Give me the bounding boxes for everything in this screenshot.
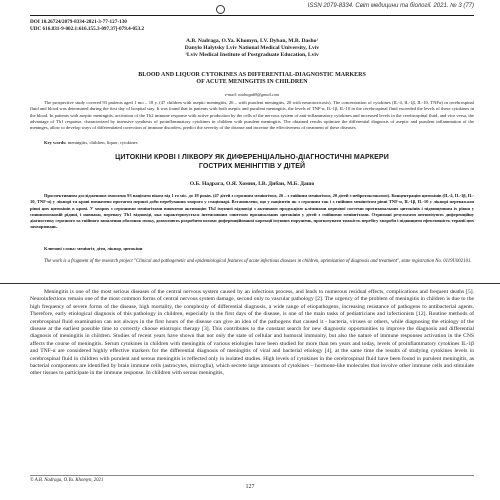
doi-line: DOI 10.26724/2079-8334-2021-3-77-127-130 bbox=[30, 19, 127, 25]
journal-header: ISSN 2079-8334. Світ медицини та біології. 2021. № 3 (77) bbox=[307, 3, 474, 9]
keywords-ua: Ключові слова: менінгіт, діти, ліквор, цитокіни bbox=[44, 246, 143, 251]
journal-logo-icon bbox=[216, 5, 225, 14]
authors-en-affil2: ¹Lviv Medical Institute of Postgraduate Education, Lviv bbox=[185, 52, 319, 58]
title-en-line2: OF ACUTE MENINGITIS IN CHILDREN bbox=[196, 79, 308, 86]
page-number: 127 bbox=[245, 484, 255, 490]
abstract-en: The prospective study covered 93 patients aged 1 mo – 18 y. (47 children with aseptic meningitis, 26 – with purulent meningitis, 20 with neurotoxicosis). The concentration of cytokines (IL-4, IL-1β, IL-10, TNFα) in cerebrospinal fluid and blood was determined during the first day of hospital stay. It was found that in patients with both aseptic and purulent meningitis, the levels of TNF-α, IL-1β, IL-10 in the cerebrospinal fluid exceeded the levels of these cytokines in the blood. In patients with aseptic meningitis, activation of the Th2 immune response with active production by the cells of the nervous system of anti-inflammatory cytokines and increased levels in the cerebrospinal fluid, and vice versa, the advantage of Th1 response, characterized by intensive synthesis of proinflammatory cytokines in children with purulent meningitis. The obtained results optimize the differential diagnosis of aseptic and purulent inflammation of the meninges, allow to develop ways of differentiated correction of immune disorders, predict the severity of the disease and increase the effectiveness of treatment of these diseases. bbox=[30, 100, 474, 131]
email-link[interactable]: e-mail: nadraga69@gmail.com bbox=[224, 92, 280, 97]
title-en bbox=[30, 72, 474, 87]
title-ua-line2: ГОСТРИХ МЕНІНГІТІВ У ДІТЕЙ bbox=[198, 163, 306, 170]
title-ua bbox=[30, 153, 474, 171]
project-note: The work is a fragment of the research project "Clinical and pathogenetic and epidemiological features of acute infectious diseases in children, optimization of diagnosis and treatment", state registration No. 0119U002101. bbox=[44, 259, 472, 264]
keywords-en-label: Key words: bbox=[44, 140, 67, 145]
authors-en-names: A.B. Nadraga, O.Ya. Khomyn, I.V. Dyban, M.B. Dasho¹ bbox=[185, 38, 319, 44]
section-divider bbox=[0, 283, 500, 284]
copyright: © A.B. Nadraga, O.Ya. Khomyn, 2021 bbox=[30, 478, 104, 483]
title-en-line1: BLOOD AND LIQUOR CYTOKINES AS DIFFERENTIAL-DIAGNOSTIC MARKERS bbox=[138, 72, 366, 78]
keywords-en-text: meningitis, children, liquor, cytokines bbox=[67, 140, 138, 145]
authors-ua: О.Б. Надрага, О.Я. Хомин, І.В. Дибан, М.Б. Дашо bbox=[189, 181, 315, 187]
keywords-en bbox=[44, 140, 137, 145]
footer-rule bbox=[30, 475, 474, 476]
abstract-ua: Проспективним дослідженням охоплено 93 пацієнти віком від 1 го міс. до 18 років. (47 дітей з серозним менінгітом, 26 – з гнійним менінгітом, 20 дітей з нейротоксикозом). Концентрацію цитокінів (IL-4, IL-1β, IL-10, TNF-α) у лікворі та крові визначено протягом першої доби перебування хворого у стаціонарі. Встановлено, що у пацієнтів як з серозним так і з гнійним менінгітом рівні TNF-α, IL-1β, IL-10 у лікворі переважали рівні цих цитокінів в крові. У хворих з серозними менінгітами виявлено активацію Th2 імунної відповіді з активною продукцією клітинами нервової системи протизапальних цитокінів і підвищенням їх рівня у спинномозковій рідині, і навпаки, перевагу Th1 відповіді, яка характеризується інтенсивним синтезом прозапальних цитокінів у дітей з гнійними менінгітами. Отримані результати оптимізують диференційну діагностику серозного та гнійного запалення оболонок мозку, дозволяють розробити шляхи диференційованої корекції імунних порушень, прогнозувати тяжкість перебігу хвороби і підвищити ефективність терапії цих захворювань. bbox=[30, 193, 474, 230]
udc-line: UDC 616.831-9-002.1:616.155.3-097.37]-079.4-053.2 bbox=[30, 26, 145, 32]
body-text: Meningitis is one of the most serious diseases of the central nervous system caused by an infectious process, and leads to numerous residual effects, complications and frequent deaths [5]. Neuroinfections remain one of the most common forms of central nervous system damage, second only to vascular pathology [2]. The urgency of the problem of meningitis in children is due to the high frequency of severe forms of the disease, high mortality, the complexity of differential diagnosis, a wide range of etiopathogens, increasing resistance of pathogens to antibacterial agents. Therefore, early etiological diagnosis of this pathology in children, especially in the first days of the disease, is one of the main tasks of pediatricians and infectionists [12]. Routine methods of cerebrospinal fluid examination can not always in the first hours of the disease can give an idea of the pathogens that caused it - bacteria, viruses or others, while diagnosing the etiology of the disease at the earliest possible time to correctly choose etiotropic therapy [3]. This contributes to the constant search for new diagnostic opportunities to improve the diagnosis and differential diagnosis of meningitis in children. Studies of recent years have shown that not only the state of cellular and humoral immunity, but also the nature of immune responses activation in the CNS affects the course of meningitis. Serum cytokines in children with meningitis of various etiologies have been studied for more than ten years and today, levels of proinflammatory cytokines IL-1β and TNF-α are considered highly effective markers for the differential diagnosis of meningitis of viral and bacterial etiology [4], at the same time the results of studying cytokines levels in cerebrospinal fluid in children with purulent and serous meningitis is reflected only in isolated studies. High levels of cytokines in the cerebrospinal fluid have been found in purulent meningitis, as bacterial components are identified by brain immune cells (astrocytes, microglia), which secrete large amounts of cytokines – hormone-like molecules that involve other immune cells and stimulate other tissues to participate in the immune response. In children with serous meningitis, bbox=[30, 289, 474, 377]
title-ua-line1: ЦИТОКІНИ КРОВІ І ЛІКВОРУ ЯК ДИФЕРЕНЦІАЛЬНО-ДІАГНОСТИЧНІ МАРКЕРИ bbox=[115, 154, 389, 161]
authors-en-block bbox=[30, 38, 474, 59]
header-rule bbox=[30, 15, 474, 16]
doi-block bbox=[30, 19, 144, 33]
authors-en-affil1: Danylo Halytsky Lviv National Medical University, Lviv bbox=[184, 45, 320, 51]
